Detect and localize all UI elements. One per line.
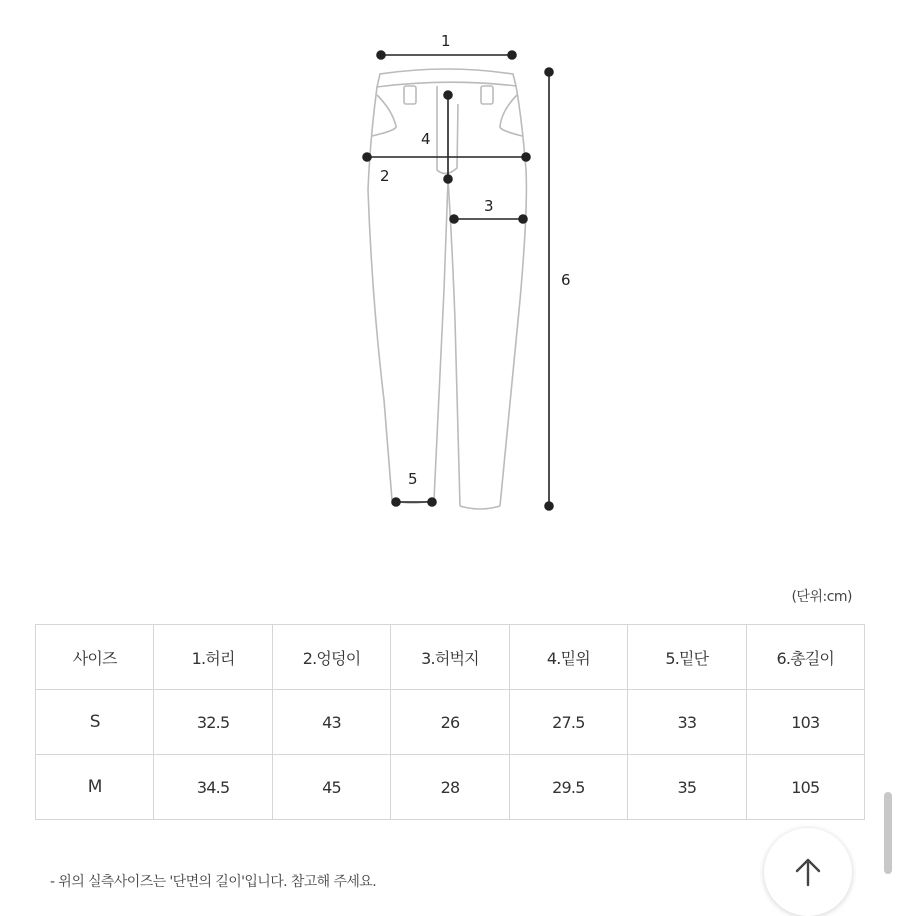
header-hem: 5.밑단 <box>628 625 746 690</box>
cell-thigh: 26 <box>391 690 509 755</box>
cell-rise: 27.5 <box>509 690 627 755</box>
size-table <box>35 624 865 820</box>
scroll-to-top-button[interactable] <box>764 828 852 916</box>
measure-label-hem: 5 <box>408 470 418 488</box>
header-rise: 4.밑위 <box>509 625 627 690</box>
header-length: 6.총길이 <box>746 625 864 690</box>
table-header-row <box>36 625 865 690</box>
cell-hem: 33 <box>628 690 746 755</box>
header-thigh: 3.허벅지 <box>391 625 509 690</box>
table-row <box>36 690 865 755</box>
unit-note: (단위:cm) <box>791 589 852 605</box>
measure-label-waist: 1 <box>441 32 451 50</box>
measure-label-length: 6 <box>561 271 571 289</box>
measure-label-thigh: 3 <box>484 197 494 215</box>
arrow-up-icon <box>792 856 824 888</box>
header-size: 사이즈 <box>36 625 154 690</box>
header-waist: 1.허리 <box>154 625 272 690</box>
cell-hem: 35 <box>628 755 746 820</box>
footer-note: - 위의 실측사이즈는 '단면의 길이'입니다. 참고해 주세요. <box>50 874 377 890</box>
measure-label-hip: 2 <box>380 167 390 185</box>
cell-length: 105 <box>746 755 864 820</box>
scrollbar-thumb[interactable] <box>884 792 892 874</box>
header-hip: 2.엉덩이 <box>272 625 390 690</box>
table-row <box>36 755 865 820</box>
row-size: M <box>36 755 154 820</box>
measure-label-rise: 4 <box>421 130 431 148</box>
cell-rise: 29.5 <box>509 755 627 820</box>
row-size: S <box>36 690 154 755</box>
cell-hip: 45 <box>272 755 390 820</box>
cell-length: 103 <box>746 690 864 755</box>
cell-waist: 34.5 <box>154 755 272 820</box>
cell-hip: 43 <box>272 690 390 755</box>
cell-waist: 32.5 <box>154 690 272 755</box>
cell-thigh: 28 <box>391 755 509 820</box>
